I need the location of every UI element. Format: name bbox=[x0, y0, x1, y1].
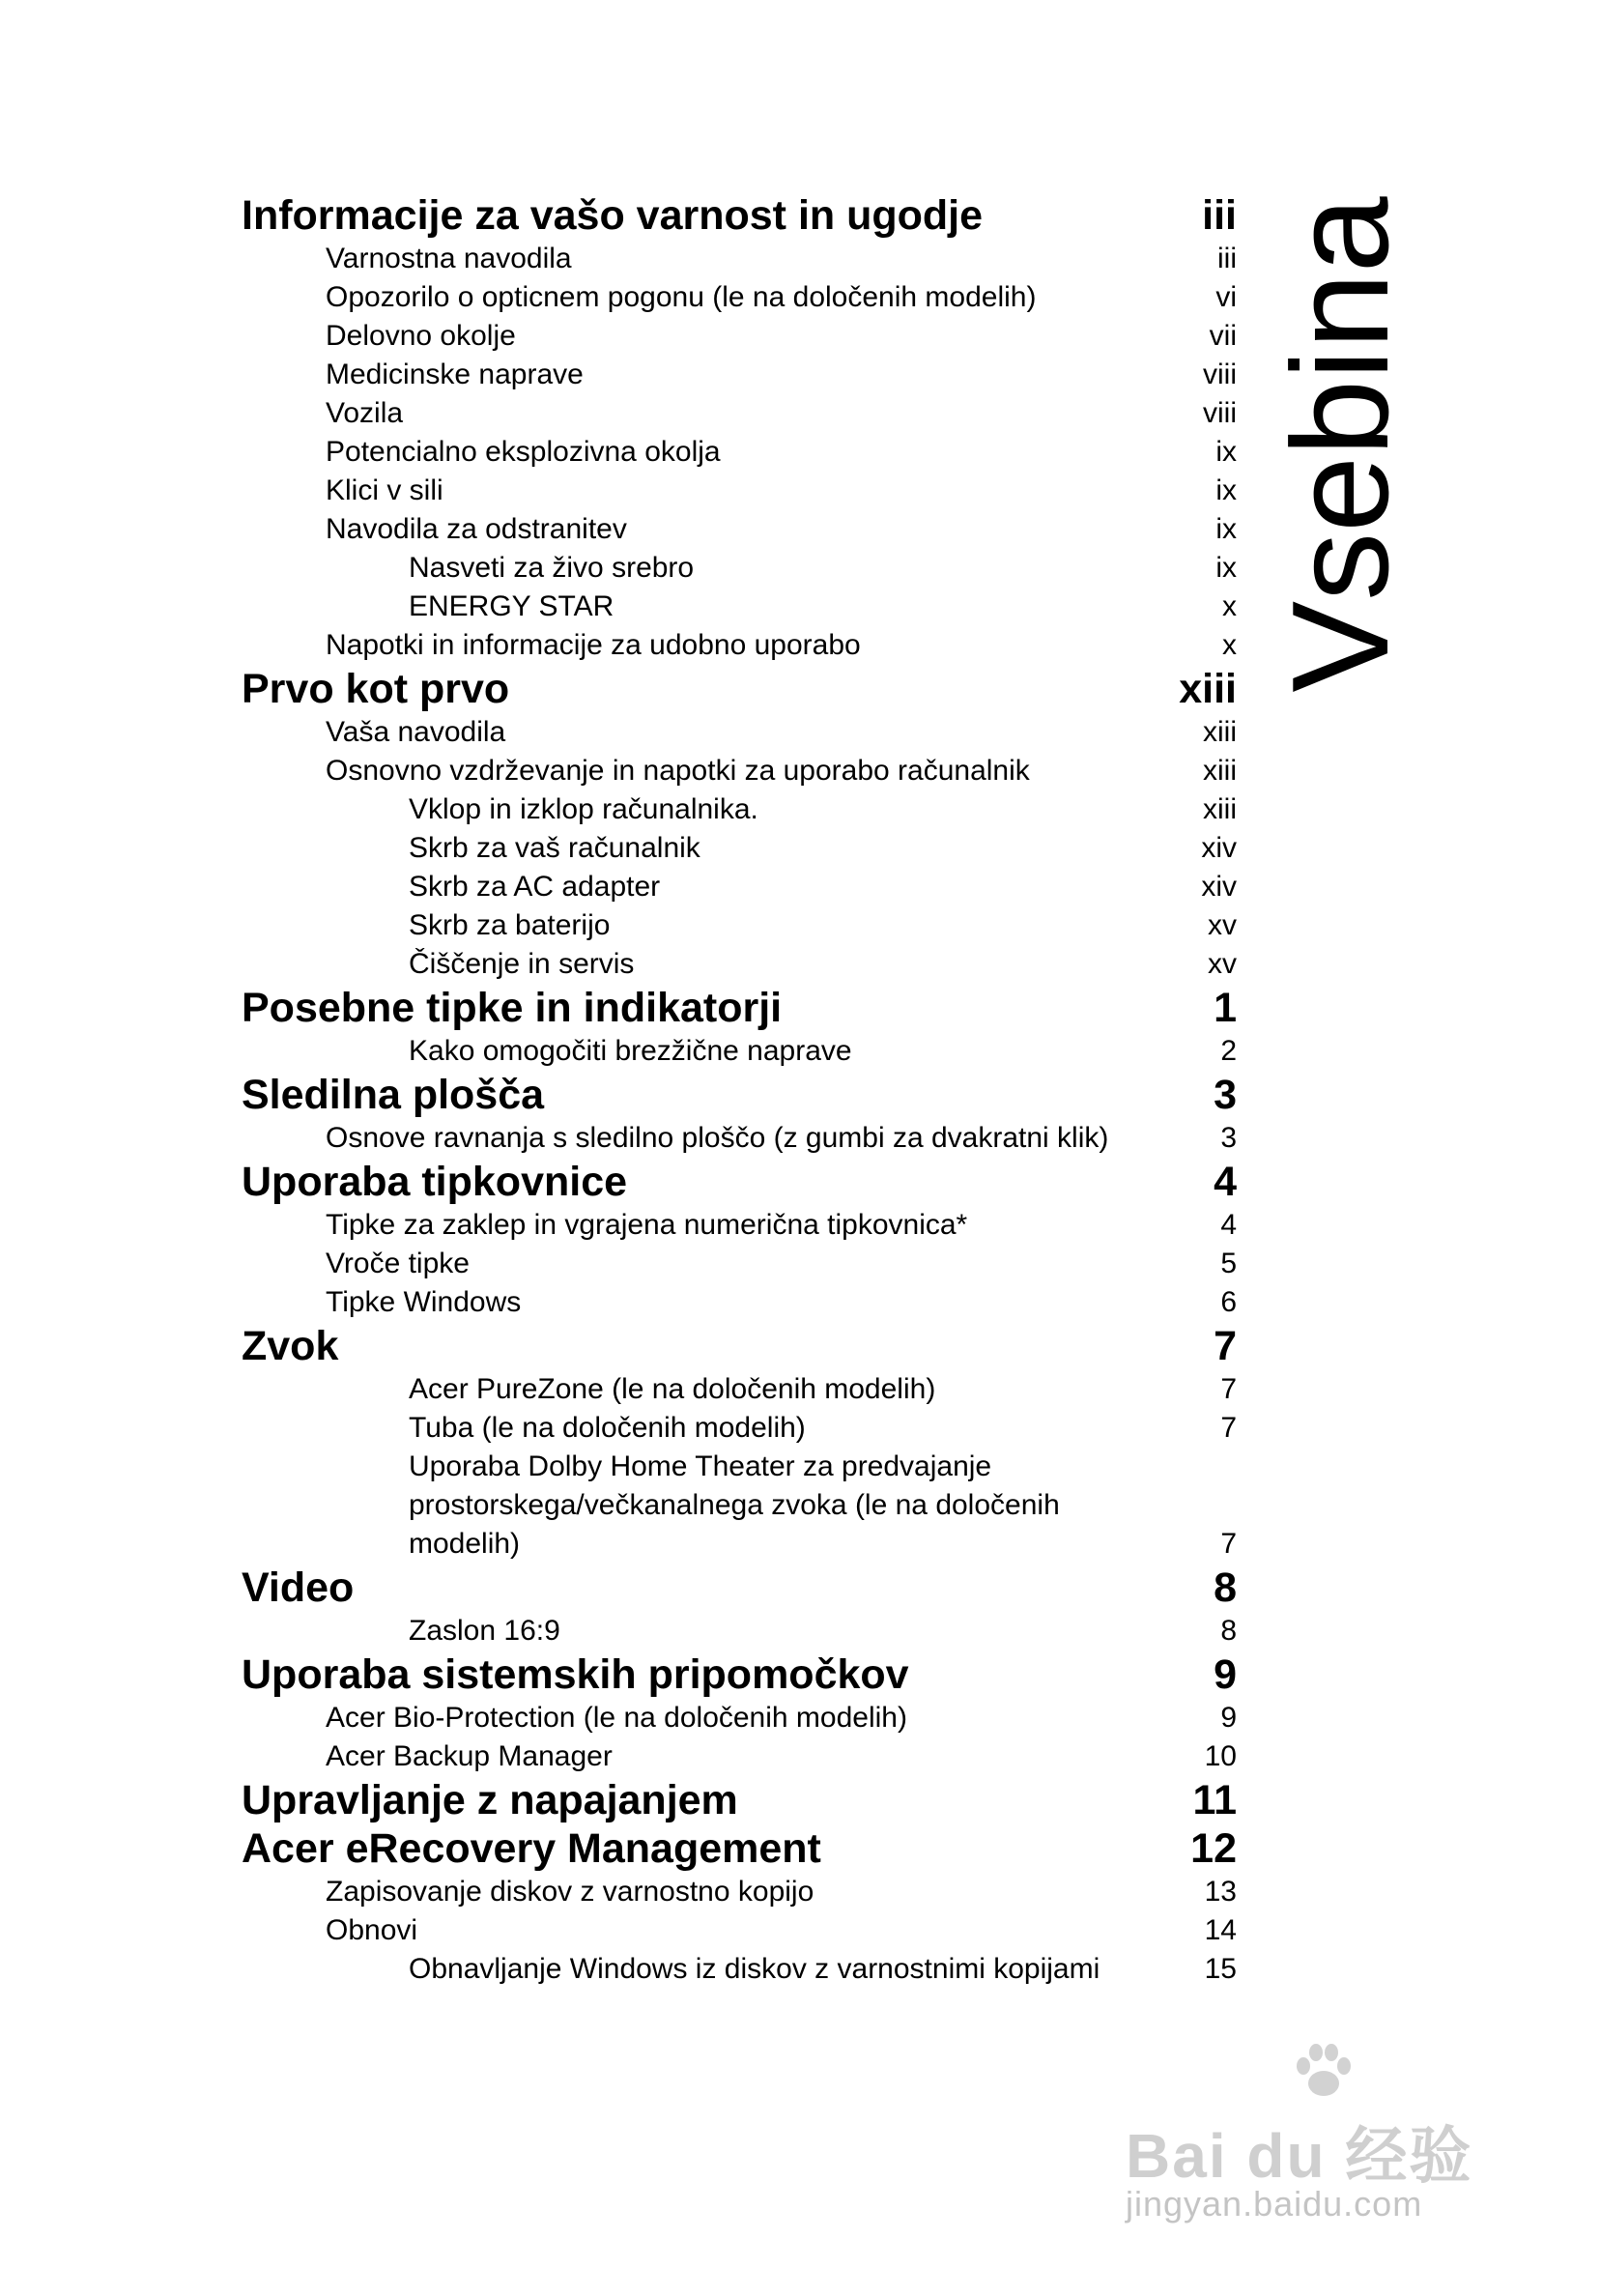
toc-entry[interactable] bbox=[242, 549, 1237, 588]
toc-page-number: 2 bbox=[1220, 1035, 1237, 1067]
toc-entry-title: Tipke Windows bbox=[326, 1286, 522, 1318]
toc-entry[interactable] bbox=[242, 1370, 1237, 1409]
toc-chapter[interactable] bbox=[242, 984, 1237, 1032]
side-title-text: Vsebina bbox=[1264, 196, 1417, 693]
paw-icon bbox=[1290, 2039, 1357, 2107]
toc-chapter[interactable] bbox=[242, 1564, 1237, 1612]
toc-entry-title: Prvo kot prvo bbox=[242, 666, 510, 712]
toc-page-number: x bbox=[1222, 629, 1237, 661]
toc-chapter[interactable] bbox=[242, 665, 1237, 713]
toc-page-number: ix bbox=[1215, 436, 1237, 468]
toc-entry-title: Vroče tipke bbox=[326, 1248, 470, 1279]
toc-entry-title: Posebne tipke in indikatorji bbox=[242, 985, 783, 1031]
toc-entry[interactable] bbox=[242, 1911, 1237, 1950]
toc-page-number: 10 bbox=[1204, 1740, 1237, 1772]
toc-page-number: 7 bbox=[1220, 1528, 1237, 1560]
toc-page-number: vii bbox=[1209, 320, 1237, 352]
toc-page-number: 7 bbox=[1214, 1323, 1237, 1369]
toc-entry-title: Vozila bbox=[326, 397, 404, 429]
toc-entry-title: Klici v sili bbox=[326, 474, 443, 506]
toc-entry-title: Delovno okolje bbox=[326, 320, 516, 352]
toc-entry-title: Vklop in izklop računalnika. bbox=[409, 793, 758, 825]
toc-entry-title: Napotki in informacije za udobno uporabo bbox=[326, 629, 861, 661]
toc-chapter[interactable] bbox=[242, 1650, 1237, 1699]
toc-entry[interactable] bbox=[242, 356, 1237, 394]
toc-page-number: xiii bbox=[1203, 716, 1237, 748]
toc-page-number: 13 bbox=[1204, 1876, 1237, 1908]
toc-entry[interactable] bbox=[242, 1873, 1237, 1911]
toc-entry-title: Skrb za AC adapter bbox=[409, 871, 661, 903]
toc-page-number: x bbox=[1222, 590, 1237, 622]
toc-entry-title: Sledilna plošča bbox=[242, 1072, 545, 1118]
toc-entry-title: Zvok bbox=[242, 1323, 339, 1369]
toc-entry[interactable] bbox=[242, 510, 1237, 549]
toc-entry[interactable] bbox=[242, 1737, 1237, 1776]
toc-entry-title: Acer Backup Manager bbox=[326, 1740, 613, 1772]
toc-entry-title: Zapisovanje diskov z varnostno kopijo bbox=[326, 1876, 814, 1908]
toc-entry-title: Obnovi bbox=[326, 1914, 418, 1946]
toc-entry-title: Uporaba tipkovnice bbox=[242, 1159, 628, 1205]
toc-entry[interactable] bbox=[242, 829, 1237, 868]
toc-entry[interactable] bbox=[242, 752, 1237, 790]
toc-entry[interactable] bbox=[242, 240, 1237, 278]
toc-entry-title: ENERGY STAR bbox=[409, 590, 614, 622]
toc-entry[interactable] bbox=[242, 1448, 1237, 1564]
toc-entry[interactable] bbox=[242, 1409, 1237, 1448]
toc-page-number: ix bbox=[1215, 474, 1237, 506]
toc-entry-title: Skrb za baterijo bbox=[409, 909, 611, 941]
toc-entry[interactable] bbox=[242, 868, 1237, 906]
toc-entry[interactable] bbox=[242, 1245, 1237, 1283]
toc-entry[interactable] bbox=[242, 433, 1237, 472]
toc-page-number: vi bbox=[1215, 281, 1237, 313]
toc-page-number: 4 bbox=[1214, 1159, 1237, 1205]
watermark bbox=[1126, 2039, 1512, 2232]
toc-page-number: iii bbox=[1202, 192, 1237, 239]
toc-page-number: 9 bbox=[1214, 1651, 1237, 1698]
toc-chapter[interactable] bbox=[242, 191, 1237, 240]
toc-entry-title: Acer eRecovery Management bbox=[242, 1825, 821, 1872]
toc-page-number: viii bbox=[1203, 397, 1237, 429]
toc-entry[interactable] bbox=[242, 588, 1237, 626]
toc-entry-title: Zaslon 16:9 bbox=[409, 1615, 560, 1647]
toc-page-number: 5 bbox=[1220, 1248, 1237, 1279]
toc-chapter[interactable] bbox=[242, 1158, 1237, 1206]
toc-entry-title: Navodila za odstranitev bbox=[326, 513, 627, 545]
watermark-brand: Bai du 经验 bbox=[1126, 2121, 1473, 2191]
toc-entry-title: Video bbox=[242, 1564, 355, 1611]
toc-page-number: 8 bbox=[1220, 1615, 1237, 1647]
toc-page-number: xv bbox=[1208, 948, 1237, 980]
toc-entry-title: Upravljanje z napajanjem bbox=[242, 1777, 738, 1823]
toc-entry[interactable] bbox=[242, 1612, 1237, 1650]
toc-entry[interactable] bbox=[242, 1699, 1237, 1737]
toc-entry[interactable] bbox=[242, 945, 1237, 984]
toc-entry[interactable] bbox=[242, 1119, 1237, 1158]
toc-entry-title: Informacije za vašo varnost in ugodje bbox=[242, 192, 984, 239]
toc-entry-title: Tipke za zaklep in vgrajena numerična tipkovnica* bbox=[326, 1209, 968, 1241]
toc-page-number: iii bbox=[1217, 243, 1237, 274]
toc-entry[interactable] bbox=[242, 1283, 1237, 1322]
toc-page-number: 1 bbox=[1214, 985, 1237, 1031]
toc-entry-title: Kako omogočiti brezžične naprave bbox=[409, 1035, 852, 1067]
toc-entry-title: Medicinske naprave bbox=[326, 359, 584, 390]
toc-entry[interactable] bbox=[242, 1032, 1237, 1071]
toc-page-number: 15 bbox=[1204, 1953, 1237, 1985]
toc-entry[interactable] bbox=[242, 394, 1237, 433]
toc-entry-title: Osnovno vzdrževanje in napotki za uporabo računalnik bbox=[326, 755, 1030, 787]
toc-page-number: 8 bbox=[1214, 1564, 1237, 1611]
toc-entry-title: Uporaba sistemskih pripomočkov bbox=[242, 1651, 909, 1698]
toc-page-number: ix bbox=[1215, 513, 1237, 545]
toc-page-number: 12 bbox=[1190, 1825, 1237, 1872]
side-title bbox=[1264, 184, 1418, 705]
toc-entry[interactable] bbox=[242, 1206, 1237, 1245]
toc-page-number: xv bbox=[1208, 909, 1237, 941]
toc-entry[interactable] bbox=[242, 317, 1237, 356]
toc-chapter[interactable] bbox=[242, 1322, 1237, 1370]
toc-page-number: xiii bbox=[1179, 666, 1237, 712]
table-of-contents bbox=[242, 191, 1237, 1989]
toc-page-number: xiv bbox=[1201, 832, 1237, 864]
toc-entry[interactable] bbox=[242, 626, 1237, 665]
toc-page-number: 6 bbox=[1220, 1286, 1237, 1318]
toc-chapter[interactable] bbox=[242, 1824, 1237, 1873]
toc-page-number: 4 bbox=[1220, 1209, 1237, 1241]
toc-entry-title: Acer Bio-Protection (le na določenih modelih) bbox=[326, 1702, 907, 1734]
toc-page-number: 9 bbox=[1220, 1702, 1237, 1734]
toc-chapter[interactable] bbox=[242, 1071, 1237, 1119]
toc-entry-title: Osnove ravnanja s sledilno ploščo (z gumbi za dvakratni klik) bbox=[326, 1122, 1109, 1154]
toc-page-number: 7 bbox=[1220, 1412, 1237, 1444]
toc-entry-title: Nasveti za živo srebro bbox=[409, 552, 695, 584]
toc-page-number: 14 bbox=[1204, 1914, 1237, 1946]
toc-entry[interactable] bbox=[242, 472, 1237, 510]
toc-entry-title: Obnavljanje Windows iz diskov z varnostnimi kopijami bbox=[409, 1953, 1100, 1985]
toc-page-number: ix bbox=[1215, 552, 1237, 584]
toc-entry-title: Uporaba Dolby Home Theater za predvajanje prostorskega/večkanalnega zvoka (le na določenih modelih) bbox=[409, 1450, 1060, 1560]
toc-page-number: 3 bbox=[1220, 1122, 1237, 1154]
toc-entry-title: Skrb za vaš računalnik bbox=[409, 832, 700, 864]
toc-entry[interactable] bbox=[242, 278, 1237, 317]
toc-entry-title: Opozorilo o opticnem pogonu (le na določenih modelih) bbox=[326, 281, 1037, 313]
toc-page-number: xiv bbox=[1201, 871, 1237, 903]
toc-page-number: 11 bbox=[1192, 1777, 1237, 1823]
toc-entry[interactable] bbox=[242, 713, 1237, 752]
toc-page-number: xiii bbox=[1203, 755, 1237, 787]
toc-page-number: 3 bbox=[1214, 1072, 1237, 1118]
toc-entry-title: Tuba (le na določenih modelih) bbox=[409, 1412, 806, 1444]
toc-entry-title: Acer PureZone (le na določenih modelih) bbox=[409, 1373, 936, 1405]
toc-page-number: xiii bbox=[1203, 793, 1237, 825]
watermark-url: jingyan.baidu.com bbox=[1126, 2184, 1423, 2224]
toc-entry[interactable] bbox=[242, 1950, 1237, 1989]
toc-chapter[interactable] bbox=[242, 1776, 1237, 1824]
toc-entry-title: Vaša navodila bbox=[326, 716, 506, 748]
toc-entry-title: Čiščenje in servis bbox=[409, 948, 635, 980]
toc-entry-title: Potencialno eksplozivna okolja bbox=[326, 436, 721, 468]
toc-entry-title: Varnostna navodila bbox=[326, 243, 572, 274]
toc-entry[interactable] bbox=[242, 906, 1237, 945]
toc-page-number: 7 bbox=[1220, 1373, 1237, 1405]
toc-page-number: viii bbox=[1203, 359, 1237, 390]
toc-entry[interactable] bbox=[242, 790, 1237, 829]
